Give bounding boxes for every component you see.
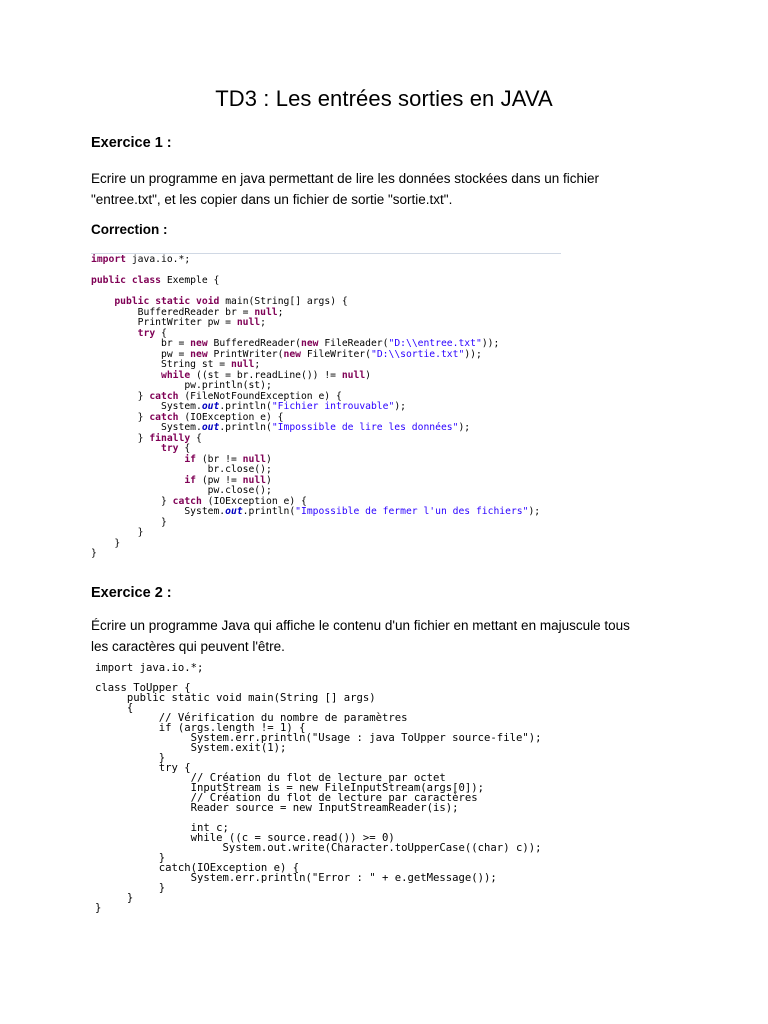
code-line: try { xyxy=(137,327,167,339)
code-line: try { xyxy=(161,443,191,454)
code-line: } catch (IOException e) { xyxy=(91,411,284,423)
code-line: InputStream is = new FileInputStream(args[0]); xyxy=(95,782,485,794)
exercise2-statement xyxy=(91,615,681,657)
code-line: } xyxy=(95,892,134,904)
exercise1-heading: Exercice 1 : xyxy=(91,135,172,151)
exercise2-code-block xyxy=(95,663,541,913)
code-line: // Création du flot de lecture par octet xyxy=(95,772,446,784)
code-line: while ((st = br.readLine()) != null) xyxy=(161,369,372,381)
code-line: public static void main(String[] args) { xyxy=(114,296,348,307)
code-line: System.out.println("Fichier introuvable"); xyxy=(91,401,406,412)
code-line: int c; xyxy=(95,822,229,834)
code-line: pw = new PrintWriter(new FileWriter("D:\\sortie.txt")); xyxy=(91,348,482,360)
code-line: class ToUpper { xyxy=(95,682,191,694)
code-line: pw.println(st); xyxy=(91,380,272,391)
code-line: } catch (IOException e) { xyxy=(91,495,307,507)
code-line: // Vérification du nombre de paramètres xyxy=(95,712,408,724)
code-line: } xyxy=(91,527,144,538)
code-line: } xyxy=(91,516,167,528)
correction-label: Correction : xyxy=(91,222,168,237)
code-line: } finally { xyxy=(91,432,202,444)
exercise1-statement-line: Ecrire un programme en java permettant de lire les données stockées dans un fichier xyxy=(91,171,600,186)
code-line: import java.io.*; xyxy=(95,662,204,674)
code-line: br = new BufferedReader(new FileReader("D:\\entree.txt")); xyxy=(91,338,500,349)
code-line: } xyxy=(95,752,166,764)
code-line: Reader source = new InputStreamReader(is); xyxy=(95,802,459,814)
code-line: br.close(); xyxy=(91,464,272,475)
code-line: public static void main(String [] args) xyxy=(95,692,376,704)
exercise1-statement xyxy=(91,168,681,210)
code-line: System.out.println("Impossible de fermer l'un des fichiers"); xyxy=(91,506,541,517)
code-line: PrintWriter pw = null; xyxy=(91,317,266,328)
code-line: } xyxy=(91,537,121,549)
code-line: catch(IOException e) { xyxy=(95,862,300,874)
code-line: public class Exemple { xyxy=(91,275,220,286)
code-line: } catch (FileNotFoundException e) { xyxy=(91,390,342,402)
code-line: BufferedReader br = null; xyxy=(91,306,284,318)
code-line: if (pw != null) xyxy=(184,474,272,486)
code-line: try { xyxy=(95,762,191,774)
code-line: System.exit(1); xyxy=(95,742,287,754)
code-line: { xyxy=(95,702,134,714)
code-line: } xyxy=(95,882,166,894)
code-line: } xyxy=(91,548,97,559)
code-line: while ((c = source.read()) >= 0) xyxy=(95,832,395,844)
code-line: } xyxy=(95,902,102,914)
exercise2-statement-line: les caractères qui peuvent l'être. xyxy=(91,639,285,654)
code-line: System.out.write(Character.toUpperCase((char) c)); xyxy=(95,842,542,854)
exercise2-heading: Exercice 2 : xyxy=(91,585,172,601)
exercise2-statement-line: Écrire un programme Java qui affiche le contenu d'un fichier en mettant en majuscule tous xyxy=(91,618,630,633)
page-title: TD3 : Les entrées sorties en JAVA xyxy=(215,86,553,111)
code-line: import java.io.*; xyxy=(91,254,191,265)
exercise1-statement-line: "entree.txt", et les copier dans un fichier de sortie "sortie.txt". xyxy=(91,192,453,207)
code-line: if (br != null) xyxy=(184,453,272,465)
code-line: if (args.length != 1) { xyxy=(95,722,306,734)
code-line: } xyxy=(95,852,166,864)
code-line: // Création du flot de lecture par caractères xyxy=(95,792,478,804)
code-line: System.err.println("Error : " + e.getMessage()); xyxy=(95,872,497,884)
exercise1-code-block xyxy=(91,255,540,560)
code-line: String st = null; xyxy=(91,359,261,370)
code-line: System.out.println("Impossible de lire les données"); xyxy=(91,422,471,433)
code-line: System.err.println("Usage : java ToUpper source-file"); xyxy=(95,732,542,744)
code-line: pw.close(); xyxy=(91,485,272,496)
